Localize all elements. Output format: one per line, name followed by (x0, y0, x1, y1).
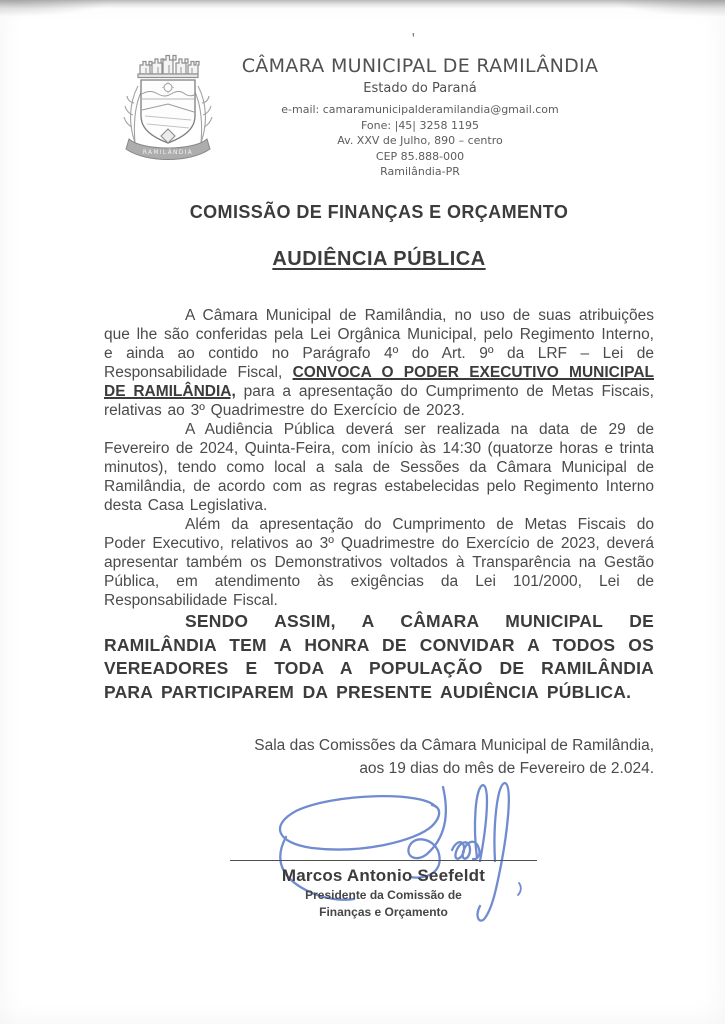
document-title-text: AUDIÊNCIA PÚBLICA (272, 248, 486, 270)
signer-role-line2: Finanças e Orçamento (319, 905, 448, 919)
paragraph-1-end: para a apresentação do Cumprimento de Metas Fiscais, relativas ao 3º Quadrimestre do Exercício de 2023. (104, 383, 654, 419)
scan-artifact-corner-left (0, 0, 120, 18)
contact-address: Av. XXV de Julho, 890 – centro (337, 134, 503, 147)
contact-email: e-mail: camaramunicipalderamilandia@gmail.com (281, 103, 559, 116)
crest-banner-text: RAMILÂNDIA (142, 150, 194, 156)
closing-place: Sala das Comissões da Câmara Municipal de Ramilândia, (254, 737, 654, 754)
contact-phone: Fone: |45| 3258 1195 (361, 118, 479, 132)
contact-cep: CEP 85.888-000 (375, 149, 465, 163)
letterhead (140, 55, 700, 180)
paragraph-1 (104, 306, 654, 420)
scan-artifact-corner-right (605, 0, 725, 18)
scan-speck: ‛ (407, 29, 417, 49)
letter-body (104, 306, 654, 704)
paragraph-4-invitation: SENDO ASSIM, A CÂMARA MUNICIPAL DE RAMILÂNDIA TEM A HONRA DE CONVIDAR A TODOS OS VEREADORES E TODA A POPULAÇÃO DE RAMILÂNDIA PARA PARTICIPAREM DA PRESENTE AUDIÊNCIA PÚBLICA. (104, 611, 654, 702)
signer-name: Marcos Antonio Seefeldt (281, 866, 486, 885)
contact-city: Ramilândia-PR (380, 165, 460, 178)
signature-line (230, 860, 537, 861)
paragraph-1-start: A Câmara Municipal de Ramilândia, no uso de suas atribuições que lhe são conferidas pela Lei Orgânica Municipal, pelo Regimento Interno, e ainda ao contido no Parágrafo 4º do Art. 9º da LRF – Lei de Responsabilidade Fiscal, (104, 307, 654, 381)
paragraph-1-emphasis: CONVOCA O PODER EXECUTIVO MUNICIPAL DE RAMILÂNDIA, (104, 364, 654, 400)
paragraph-3: Além da apresentação do Cumprimento de Metas Fiscais do Poder Executivo, relativos ao 3º Quadrimestre do Exercício de 2023, deverá apresentar também os Demonstrativos voltados à Transparência na Gestão Pública, em atendimento às exigências da Lei 101/2000, Lei de Responsabilidade Fiscal. (104, 516, 654, 609)
closing-date: aos 19 dias do mês de Fevereiro de 2.024. (359, 760, 654, 777)
closing-block (104, 734, 654, 780)
paragraph-2: A Audiência Pública deverá ser realizada na data de 29 de Fevereiro de 2024, Quinta-Feira, com início às 14:30 (quatorze horas e trinta minutos), tendo como local a sala de Sessões da Câmara Municipal de Ramilândia, de acordo com as regras estabelecidas pelo Regimento Interno desta Casa Legislativa. (104, 421, 654, 514)
org-name: CÂMARA MUNICIPAL DE RAMILÂNDIA (241, 55, 599, 77)
org-state: Estado do Paraná (363, 81, 477, 96)
contact-block (140, 102, 700, 180)
commission-title: COMISSÃO DE FINANÇAS E ORÇAMENTO (189, 202, 569, 222)
signer-role-line1: Presidente da Comissão de (305, 888, 462, 902)
document-title (104, 248, 654, 271)
signature-block (213, 866, 554, 920)
